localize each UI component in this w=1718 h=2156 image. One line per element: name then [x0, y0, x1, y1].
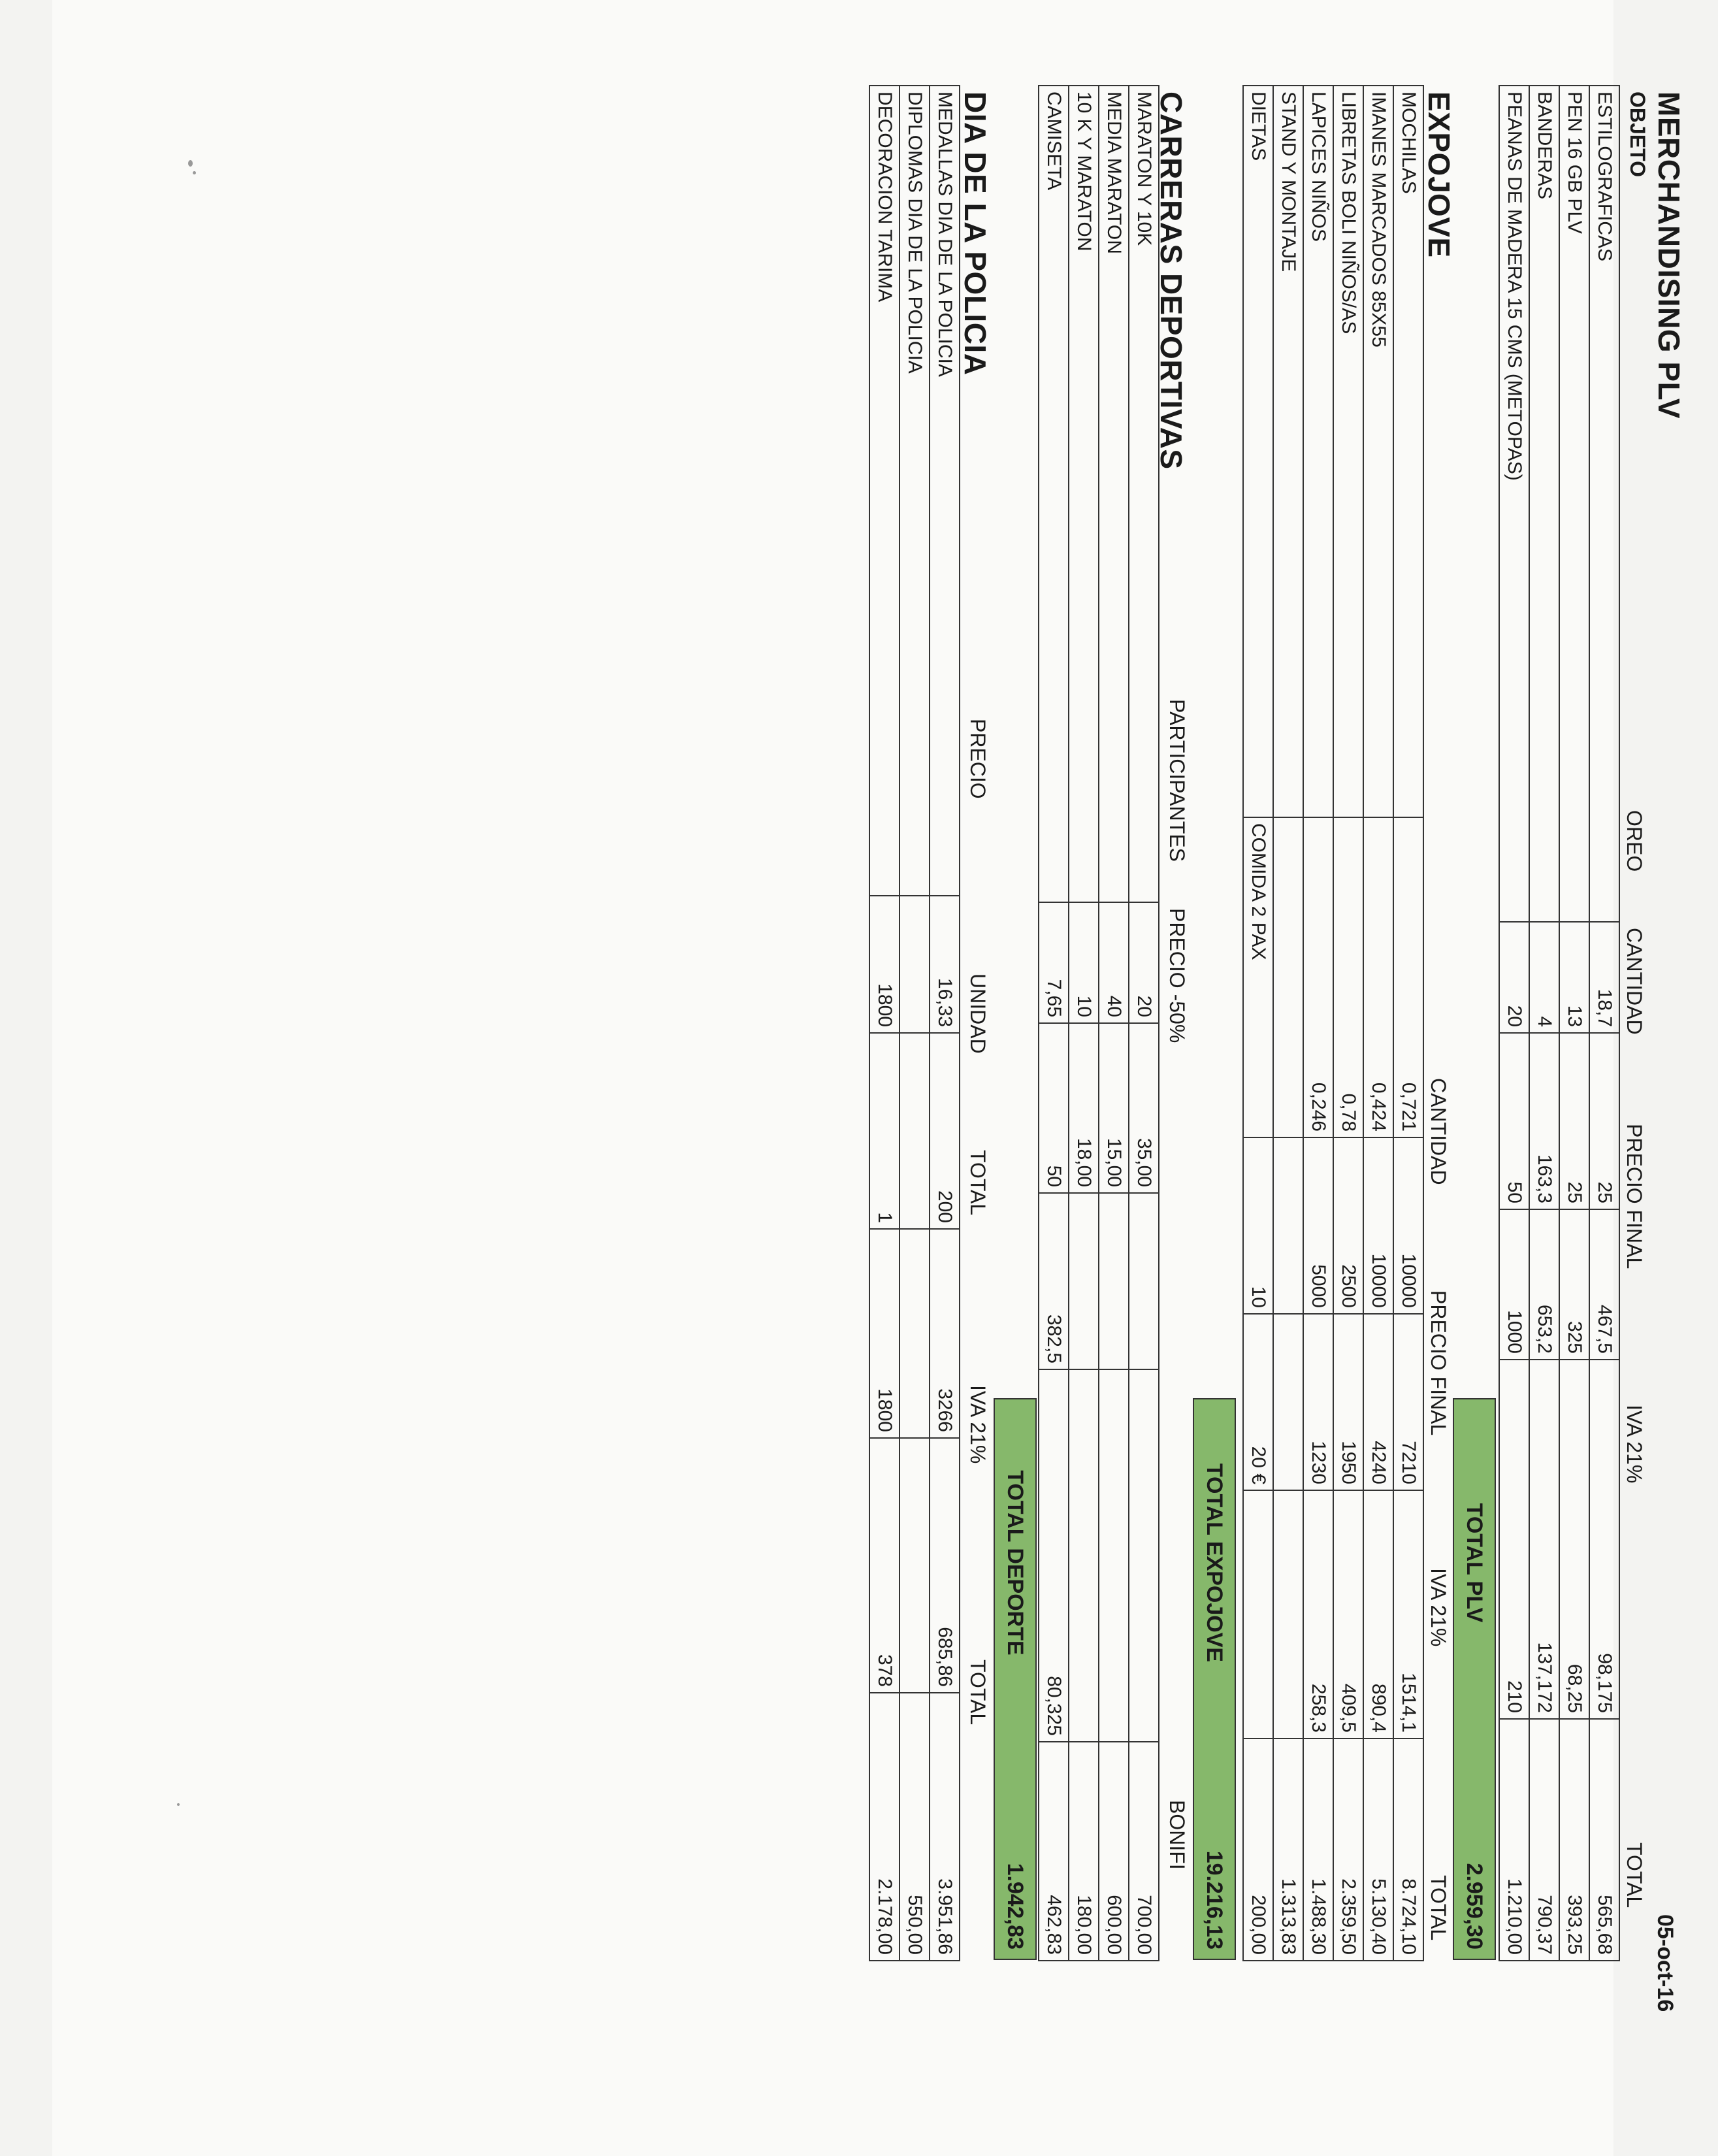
merch-total-label: TOTAL PLV: [1462, 1503, 1487, 1623]
policia-cell-total1: 3266: [930, 1229, 960, 1438]
expojove-cell-iva: 258,3: [1303, 1490, 1333, 1739]
policia-cell-precio: 16,33: [930, 896, 960, 1033]
expojove-row: [1243, 86, 1273, 1961]
expojove-row: [1303, 86, 1333, 1961]
expojove-cell-cantidad: 10000: [1363, 1137, 1393, 1314]
expojove-header-total: TOTAL: [1427, 1875, 1450, 1941]
carreras-cell-total: 462,83: [1039, 1742, 1069, 1961]
merch-header-total: TOTAL: [1623, 1842, 1646, 1908]
carreras-header-bonifi: BONIFI: [1165, 1800, 1189, 1870]
carreras-cell-participantes: 7,65: [1039, 902, 1069, 1023]
carreras-cell-participantes: 10: [1069, 902, 1099, 1023]
carreras-cell-total: 180,00: [1069, 1742, 1099, 1961]
policia-cell-objeto: DIPLOMAS DIA DE LA POLICIA: [900, 86, 930, 896]
merch-cell-objeto: PEN 16 GB PLV: [1559, 86, 1589, 922]
merch-cell-iva: 98,175: [1589, 1360, 1619, 1719]
expojove-cell-cantidad: 10: [1243, 1137, 1273, 1314]
expojove-cell-oreo: COMIDA 2 PAX: [1243, 817, 1273, 1137]
merch-header-precio-final: PRECIO FINAL: [1623, 1124, 1646, 1269]
expojove-cell-iva: [1273, 1490, 1303, 1739]
expojove-cell-iva: 409,5: [1333, 1490, 1363, 1739]
expojove-cell-objeto: LIBRETAS BOLI NIÑOS/AS: [1333, 86, 1363, 817]
policia-cell-unidad: 1: [869, 1033, 900, 1229]
merch-cell-iva: 210: [1499, 1360, 1529, 1719]
carreras-cell-total: 700,00: [1129, 1742, 1159, 1961]
carreras-cell-objeto: MEDIA MARATON: [1099, 86, 1129, 902]
expojove-cell-oreo: 0,424: [1363, 817, 1393, 1137]
carreras-row: [1099, 86, 1129, 1961]
merch-cell-total: 565,68: [1589, 1719, 1619, 1961]
merch-cell-cantidad: 25: [1559, 1033, 1589, 1209]
expojove-cell-objeto: IMANES MARCADOS 85X55: [1363, 86, 1393, 817]
carreras-cell-participantes: 40: [1099, 902, 1129, 1023]
merch-header-iva: IVA 21%: [1623, 1405, 1646, 1484]
merch-total-value: 2.959,30: [1462, 1863, 1487, 1950]
merch-cell-total: 790,37: [1529, 1719, 1559, 1961]
expojove-cell-iva: 1514,1: [1393, 1490, 1423, 1739]
merch-cell-iva: 68,25: [1559, 1360, 1589, 1719]
expojove-header-precio-final: PRECIO FINAL: [1427, 1290, 1450, 1436]
merch-cell-total: 1.210,00: [1499, 1719, 1529, 1961]
expojove-cell-precio-final: 20 €: [1243, 1314, 1273, 1490]
rotated-sheet: [52, 0, 1718, 2156]
merch-cell-oreo: 4: [1529, 922, 1559, 1033]
merch-table: [1499, 85, 1620, 1961]
expojove-cell-objeto: MOCHILAS: [1393, 86, 1423, 817]
expojove-cell-total: 1.488,30: [1303, 1739, 1333, 1961]
merch-row: [1529, 86, 1559, 1961]
policia-row: [900, 86, 930, 1961]
merch-total-box: [1453, 1398, 1496, 1960]
carreras-cell-precio: 50: [1039, 1023, 1069, 1193]
expojove-row: [1273, 86, 1303, 1961]
scanned-page: [52, 0, 1686, 2156]
expojove-cell-objeto: STAND Y MONTAJE: [1273, 86, 1303, 817]
expojove-cell-precio-final: 1230: [1303, 1314, 1333, 1490]
carreras-cell-total: 600,00: [1099, 1742, 1129, 1961]
policia-header-total-final: TOTAL: [966, 1659, 990, 1725]
carreras-title: CARRERAS DEPORTIVAS: [1154, 91, 1188, 470]
expojove-title: EXPOJOVE: [1422, 91, 1456, 258]
carreras-cell-iva: [1129, 1369, 1159, 1742]
expojove-header-cantidad: CANTIDAD: [1427, 1078, 1450, 1185]
merch-row: [1499, 86, 1529, 1961]
carreras-cell-iva: [1069, 1369, 1099, 1742]
policia-cell-objeto: MEDALLAS DIA DE LA POLICIA: [930, 86, 960, 896]
expojove-cell-oreo: [1273, 817, 1303, 1137]
merch-cell-objeto: BANDERAS: [1529, 86, 1559, 922]
expojove-cell-precio-final: [1273, 1314, 1303, 1490]
merch-cell-oreo: 13: [1559, 922, 1589, 1033]
merch-header-objeto: OBJETO: [1626, 91, 1649, 177]
policia-cell-objeto: DECORACION TARIMA: [869, 86, 900, 896]
scan-speck: [193, 171, 196, 174]
expojove-header-iva: IVA 21%: [1427, 1568, 1450, 1647]
merch-cell-precio-final: 653,2: [1529, 1209, 1559, 1360]
merch-header-oreo: OREO: [1623, 810, 1646, 872]
expojove-row: [1393, 86, 1423, 1961]
policia-cell-total2: 3.951,86: [930, 1693, 960, 1961]
policia-cell-unidad: 200: [930, 1033, 960, 1229]
policia-row: [869, 86, 900, 1961]
carreras-header-participantes: PARTICIPANTES: [1165, 699, 1189, 862]
expojove-cell-oreo: 0,78: [1333, 817, 1363, 1137]
policia-header-total: TOTAL: [966, 1150, 990, 1216]
merch-cell-precio-final: 467,5: [1589, 1209, 1619, 1360]
policia-cell-unidad: [900, 1033, 930, 1229]
policia-title: DIA DE LA POLICIA: [958, 91, 992, 376]
merch-title: MERCHANDISING PLV: [1652, 91, 1686, 419]
carreras-cell-objeto: MARATON Y 10K: [1129, 86, 1159, 902]
expojove-table: [1242, 85, 1424, 1961]
merch-cell-iva: 137,172: [1529, 1360, 1559, 1719]
carreras-cell-precio: 35,00: [1129, 1023, 1159, 1193]
merch-cell-objeto: ESTILOGRAFICAS: [1589, 86, 1619, 922]
policia-cell-total2: 550,00: [900, 1693, 930, 1961]
expojove-cell-cantidad: [1273, 1137, 1303, 1314]
expojove-cell-oreo: 0,246: [1303, 817, 1333, 1137]
carreras-cell-iva: [1099, 1369, 1129, 1742]
expojove-total-box: [1193, 1398, 1236, 1960]
policia-cell-iva: [900, 1438, 930, 1693]
merch-cell-cantidad: 25: [1589, 1033, 1619, 1209]
merch-header-cantidad: CANTIDAD: [1623, 928, 1646, 1035]
policia-cell-iva: 378: [869, 1438, 900, 1693]
scan-speck: [177, 1803, 180, 1806]
carreras-row: [1069, 86, 1099, 1961]
expojove-cell-precio-final: 4240: [1363, 1314, 1393, 1490]
policia-header-iva: IVA 21%: [966, 1385, 990, 1464]
expojove-cell-total: 2.359,50: [1333, 1739, 1363, 1961]
merch-row: [1559, 86, 1589, 1961]
expojove-cell-objeto: DIETAS: [1243, 86, 1273, 817]
policia-row: [930, 86, 960, 1961]
expojove-cell-iva: [1243, 1490, 1273, 1739]
carreras-total-label: TOTAL DEPORTE: [1003, 1470, 1028, 1656]
merch-cell-precio-final: 1000: [1499, 1209, 1529, 1360]
policia-cell-precio: [900, 896, 930, 1033]
merch-cell-total: 393,25: [1559, 1719, 1589, 1961]
expojove-total-label: TOTAL EXPOJOVE: [1202, 1463, 1227, 1663]
carreras-row: [1039, 86, 1069, 1961]
policia-cell-iva: 685,86: [930, 1438, 960, 1693]
policia-cell-total2: 2.178,00: [869, 1693, 900, 1961]
merch-cell-cantidad: 163,3: [1529, 1033, 1559, 1209]
policia-table: [869, 85, 960, 1961]
carreras-cell-participantes: 20: [1129, 902, 1159, 1023]
policia-cell-total1: 1800: [869, 1229, 900, 1438]
carreras-header-precio: PRECIO -50%: [1165, 908, 1189, 1043]
merch-cell-cantidad: 50: [1499, 1033, 1529, 1209]
carreras-cell-objeto: CAMISETA: [1039, 86, 1069, 902]
expojove-cell-iva: 890,4: [1363, 1490, 1393, 1739]
carreras-cell-precio-final: [1069, 1193, 1099, 1369]
expojove-cell-total: 1.313,83: [1273, 1739, 1303, 1961]
expojove-row: [1333, 86, 1363, 1961]
policia-header-precio: PRECIO: [966, 719, 990, 799]
merch-cell-objeto: PEANAS DE MADERA 15 CMS (METOPAS): [1499, 86, 1529, 922]
carreras-cell-objeto: 10 K Y MARATON: [1069, 86, 1099, 902]
document-date: 05-oct-16: [1653, 1914, 1677, 2012]
merch-cell-precio-final: 325: [1559, 1209, 1589, 1360]
expojove-cell-total: 8.724,10: [1393, 1739, 1423, 1961]
expojove-cell-cantidad: 2500: [1333, 1137, 1363, 1314]
policia-cell-total1: [900, 1229, 930, 1438]
expojove-cell-objeto: LAPICES NIÑOS: [1303, 86, 1333, 817]
expojove-cell-total: 5.130,40: [1363, 1739, 1393, 1961]
merch-row: [1589, 86, 1619, 1961]
carreras-total-value: 1.942,83: [1003, 1863, 1028, 1950]
expojove-cell-total: 200,00: [1243, 1739, 1273, 1961]
scan-speck: [188, 160, 193, 167]
expojove-row: [1363, 86, 1393, 1961]
expojove-cell-oreo: 0,721: [1393, 817, 1423, 1137]
carreras-cell-iva: 80,325: [1039, 1369, 1069, 1742]
merch-cell-oreo: 18,7: [1589, 922, 1619, 1033]
carreras-row: [1129, 86, 1159, 1961]
carreras-table: [1038, 85, 1159, 1961]
policia-header-unidad: UNIDAD: [966, 973, 990, 1054]
expojove-total-value: 19.216,13: [1202, 1850, 1227, 1950]
carreras-cell-precio: 18,00: [1069, 1023, 1099, 1193]
carreras-cell-precio-final: 382,5: [1039, 1193, 1069, 1369]
expojove-cell-precio-final: 1950: [1333, 1314, 1363, 1490]
carreras-cell-precio-final: [1129, 1193, 1159, 1369]
expojove-cell-cantidad: 10000: [1393, 1137, 1423, 1314]
carreras-cell-precio: 15,00: [1099, 1023, 1129, 1193]
carreras-total-box: [994, 1398, 1037, 1960]
expojove-cell-precio-final: 7210: [1393, 1314, 1423, 1490]
merch-cell-oreo: 20: [1499, 922, 1529, 1033]
expojove-cell-cantidad: 5000: [1303, 1137, 1333, 1314]
policia-cell-precio: 1800: [869, 896, 900, 1033]
carreras-cell-precio-final: [1099, 1193, 1129, 1369]
